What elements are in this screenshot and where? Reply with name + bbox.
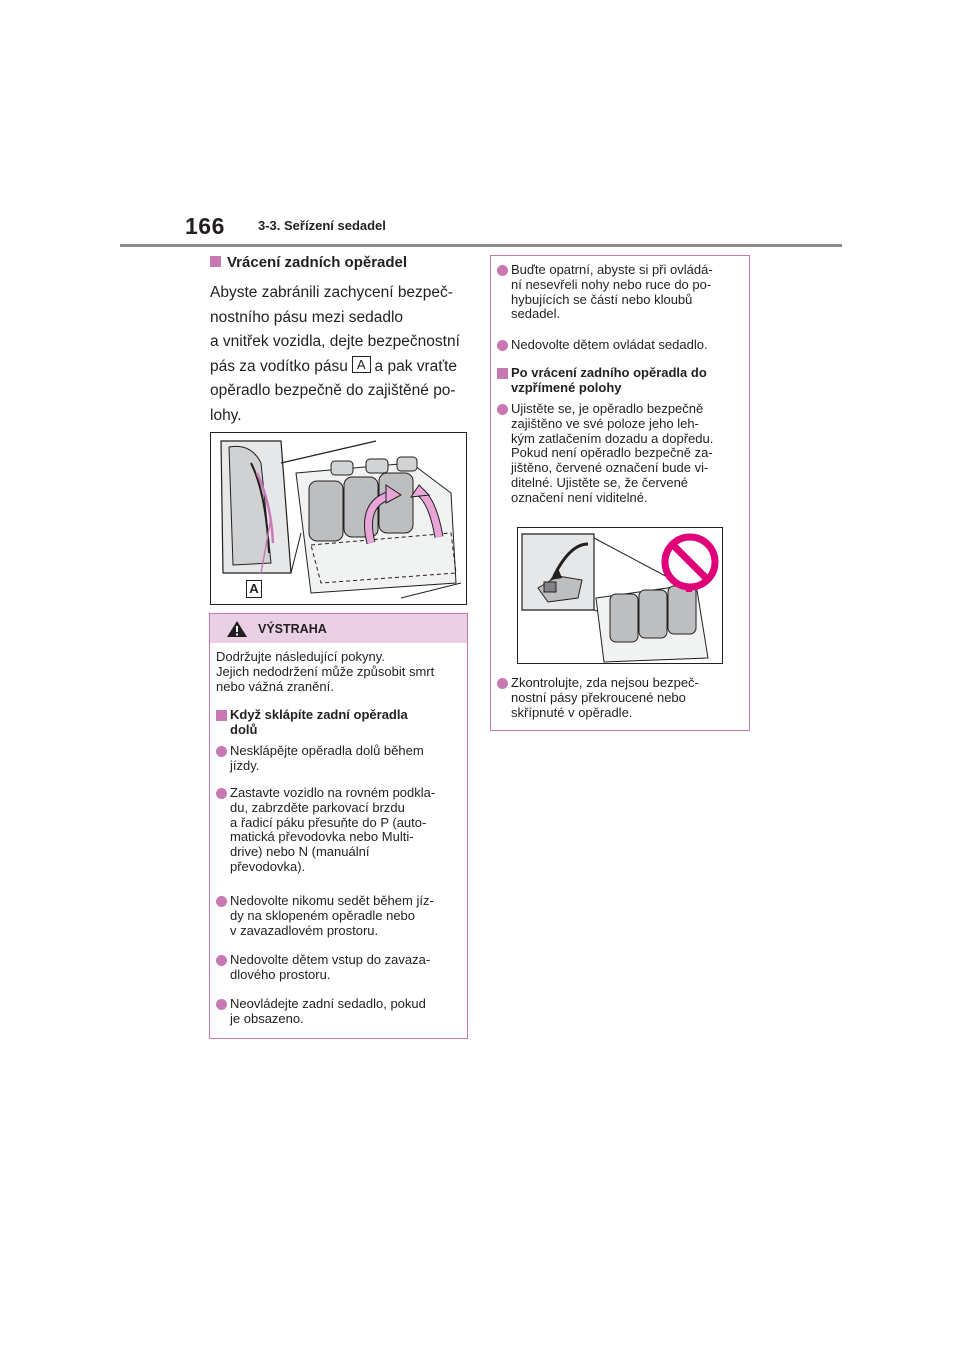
callout-label-a: A (352, 356, 371, 373)
bullet-icon (216, 896, 227, 907)
body-text (210, 281, 472, 428)
bullet-icon (216, 999, 227, 1010)
square-bullet-icon (216, 710, 227, 721)
bullet-icon (216, 955, 227, 966)
square-bullet-icon (497, 368, 508, 379)
bullet-icon (216, 788, 227, 799)
seat-lock-figure (517, 527, 723, 664)
body-line: nostního pásu mezi sedadlo (210, 308, 404, 326)
header-rule (120, 244, 842, 247)
square-bullet-icon (210, 256, 221, 267)
body-line: lohy. (210, 406, 242, 424)
bullet-icon (497, 678, 508, 689)
bullet-icon (216, 746, 227, 757)
body-line: pás za vodítko pásu A a pak vraťte (210, 356, 458, 375)
figure-callout-a: A (246, 580, 262, 598)
section-heading: Vrácení zadních opěradel (210, 254, 407, 271)
rear-seat-illustration (211, 433, 466, 604)
body-line: Abyste zabránili zachycení bezpeč- (210, 284, 453, 301)
bullet-icon (497, 265, 508, 276)
bullet-icon (497, 404, 508, 415)
warning-header (210, 614, 467, 643)
rear-seat-figure (210, 432, 467, 605)
warning-title: VÝSTRAHA (258, 622, 327, 636)
warning-triangle-icon (226, 620, 248, 638)
body-line: opěradlo bezpečně do zajištěné po- (210, 382, 456, 399)
body-line: a vnitřek vozidla, dejte bezpečnostní (210, 333, 460, 350)
warning-box: VÝSTRAHA Dodržujte následující pokyny. Jejich nedodržení může způsobit smrt nebo vážná zranění. Když sklápíte zadní opěradla dolů Nesklápějte opěradla dolů během jízdy. Zastavte vozidlo na rovném podkla- du, zabrzděte parkovací brzdu a řadicí páku přesuňte do P (auto- matická převodovka nebo Multi- drive) nebo N (manuální převodovka). Nedovolte nikomu sedět během jíz- dy na sklopeném opěradle nebo v zavazadlovém prostoru. Nedovolte dětem vstup do zavaza- dlového prostoru. Neovládejte zadní sedadlo, pokud je obsazeno. (209, 613, 468, 1039)
bullet-icon (497, 340, 508, 351)
warning-box-continued: Buďte opatrní, abyste si při ovládá- ní nesevřeli nohy nebo ruce do po- hybujících se částí nebo kloubů sedadel. Nedovolte dětem ovládat sedadlo. Po vrácení zadního opěradla do vzpřímené polohy Ujistěte se, je opěradlo bezpečně zajištěno ve své poloze jeho leh- kým zatlačením dozadu a dopředu. Pokud není opěradlo bezpečně za- jištěno, červené označení bude vi- ditelné. Ujistěte se, že červené označení není viditelné. Zkontrolujte, zda nejsou bezpeč- nostní pásy překroucené nebo skřípnuté v opěradle. (490, 255, 750, 731)
page-number: 166 (185, 213, 225, 239)
seat-lock-illustration (518, 528, 722, 663)
chapter-title: 3-3. Seřízení sedadel (258, 218, 386, 233)
warning-intro: Dodržujte následující pokyny. Jejich nedodržení může způsobit smrt nebo vážná zranění. (216, 649, 435, 694)
